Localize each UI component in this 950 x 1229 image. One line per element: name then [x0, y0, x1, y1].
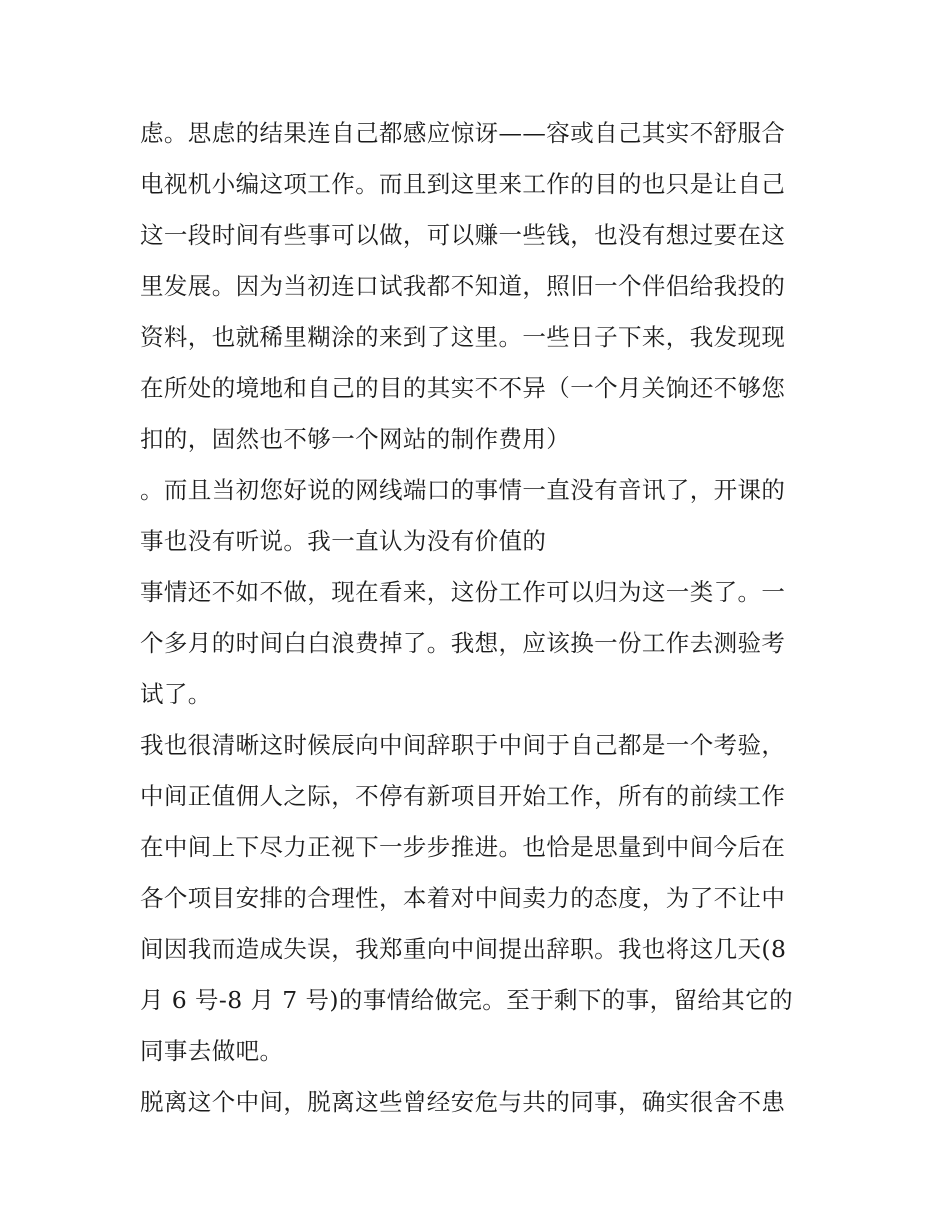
text-line: 中间正值佣人之际，不停有新项目开始工作，所有的前续工作	[140, 782, 786, 810]
text-line: 我也很清晰这时候辰向中间辞职于中间于自己都是一个考验，	[140, 731, 786, 759]
text-line: 里发展。因为当初连口试我都不知道，照旧一个伴侣给我投的	[140, 272, 786, 300]
text-line: 在所处的境地和自己的目的其实不不异（一个月关饷还不够您	[140, 374, 786, 402]
text-line: 间因我而造成失误，我郑重向中间提出辞职。我也将这几天(8	[140, 935, 787, 963]
text-line: 在中间上下尽力正视下一步步推进。也恰是思量到中间今后在	[140, 833, 786, 861]
text-line: 同事去做吧。	[140, 1037, 284, 1065]
text-line: 事情还不如不做，现在看来，这份工作可以归为这一类了。一	[140, 578, 786, 606]
text-line: 虑。思虑的结果连自己都感应惊讶——容或自己其实不舒服合	[140, 119, 786, 147]
text-line: 试了。	[140, 680, 212, 708]
document-body	[140, 108, 820, 1128]
text-line: 这一段时间有些事可以做，可以赚一些钱，也没有想过要在这	[140, 221, 786, 249]
text-line: 资料，也就稀里糊涂的来到了这里。一些日子下来，我发现现	[140, 323, 786, 351]
text-line: 各个项目安排的合理性，本着对中间卖力的态度，为了不让中	[140, 884, 786, 912]
text-line: 。而且当初您好说的网线端口的事情一直没有音讯了，开课的	[140, 476, 786, 504]
text-line: 脱离这个中间，脱离这些曾经安危与共的同事，确实很舍不患	[140, 1088, 786, 1116]
text-line: 个多月的时间白白浪费掉了。我想，应该换一份工作去测验考	[140, 629, 786, 657]
text-line: 扣的，固然也不够一个网站的制作费用）	[140, 425, 571, 453]
text-line: 电视机小编这项工作。而且到这里来工作的目的也只是让自己	[140, 170, 786, 198]
text-line: 月 6 号-8 月 7 号)的事情给做完。至于剩下的事，留给其它的	[140, 986, 794, 1014]
text-line: 事也没有听说。我一直认为没有价值的	[140, 527, 547, 555]
